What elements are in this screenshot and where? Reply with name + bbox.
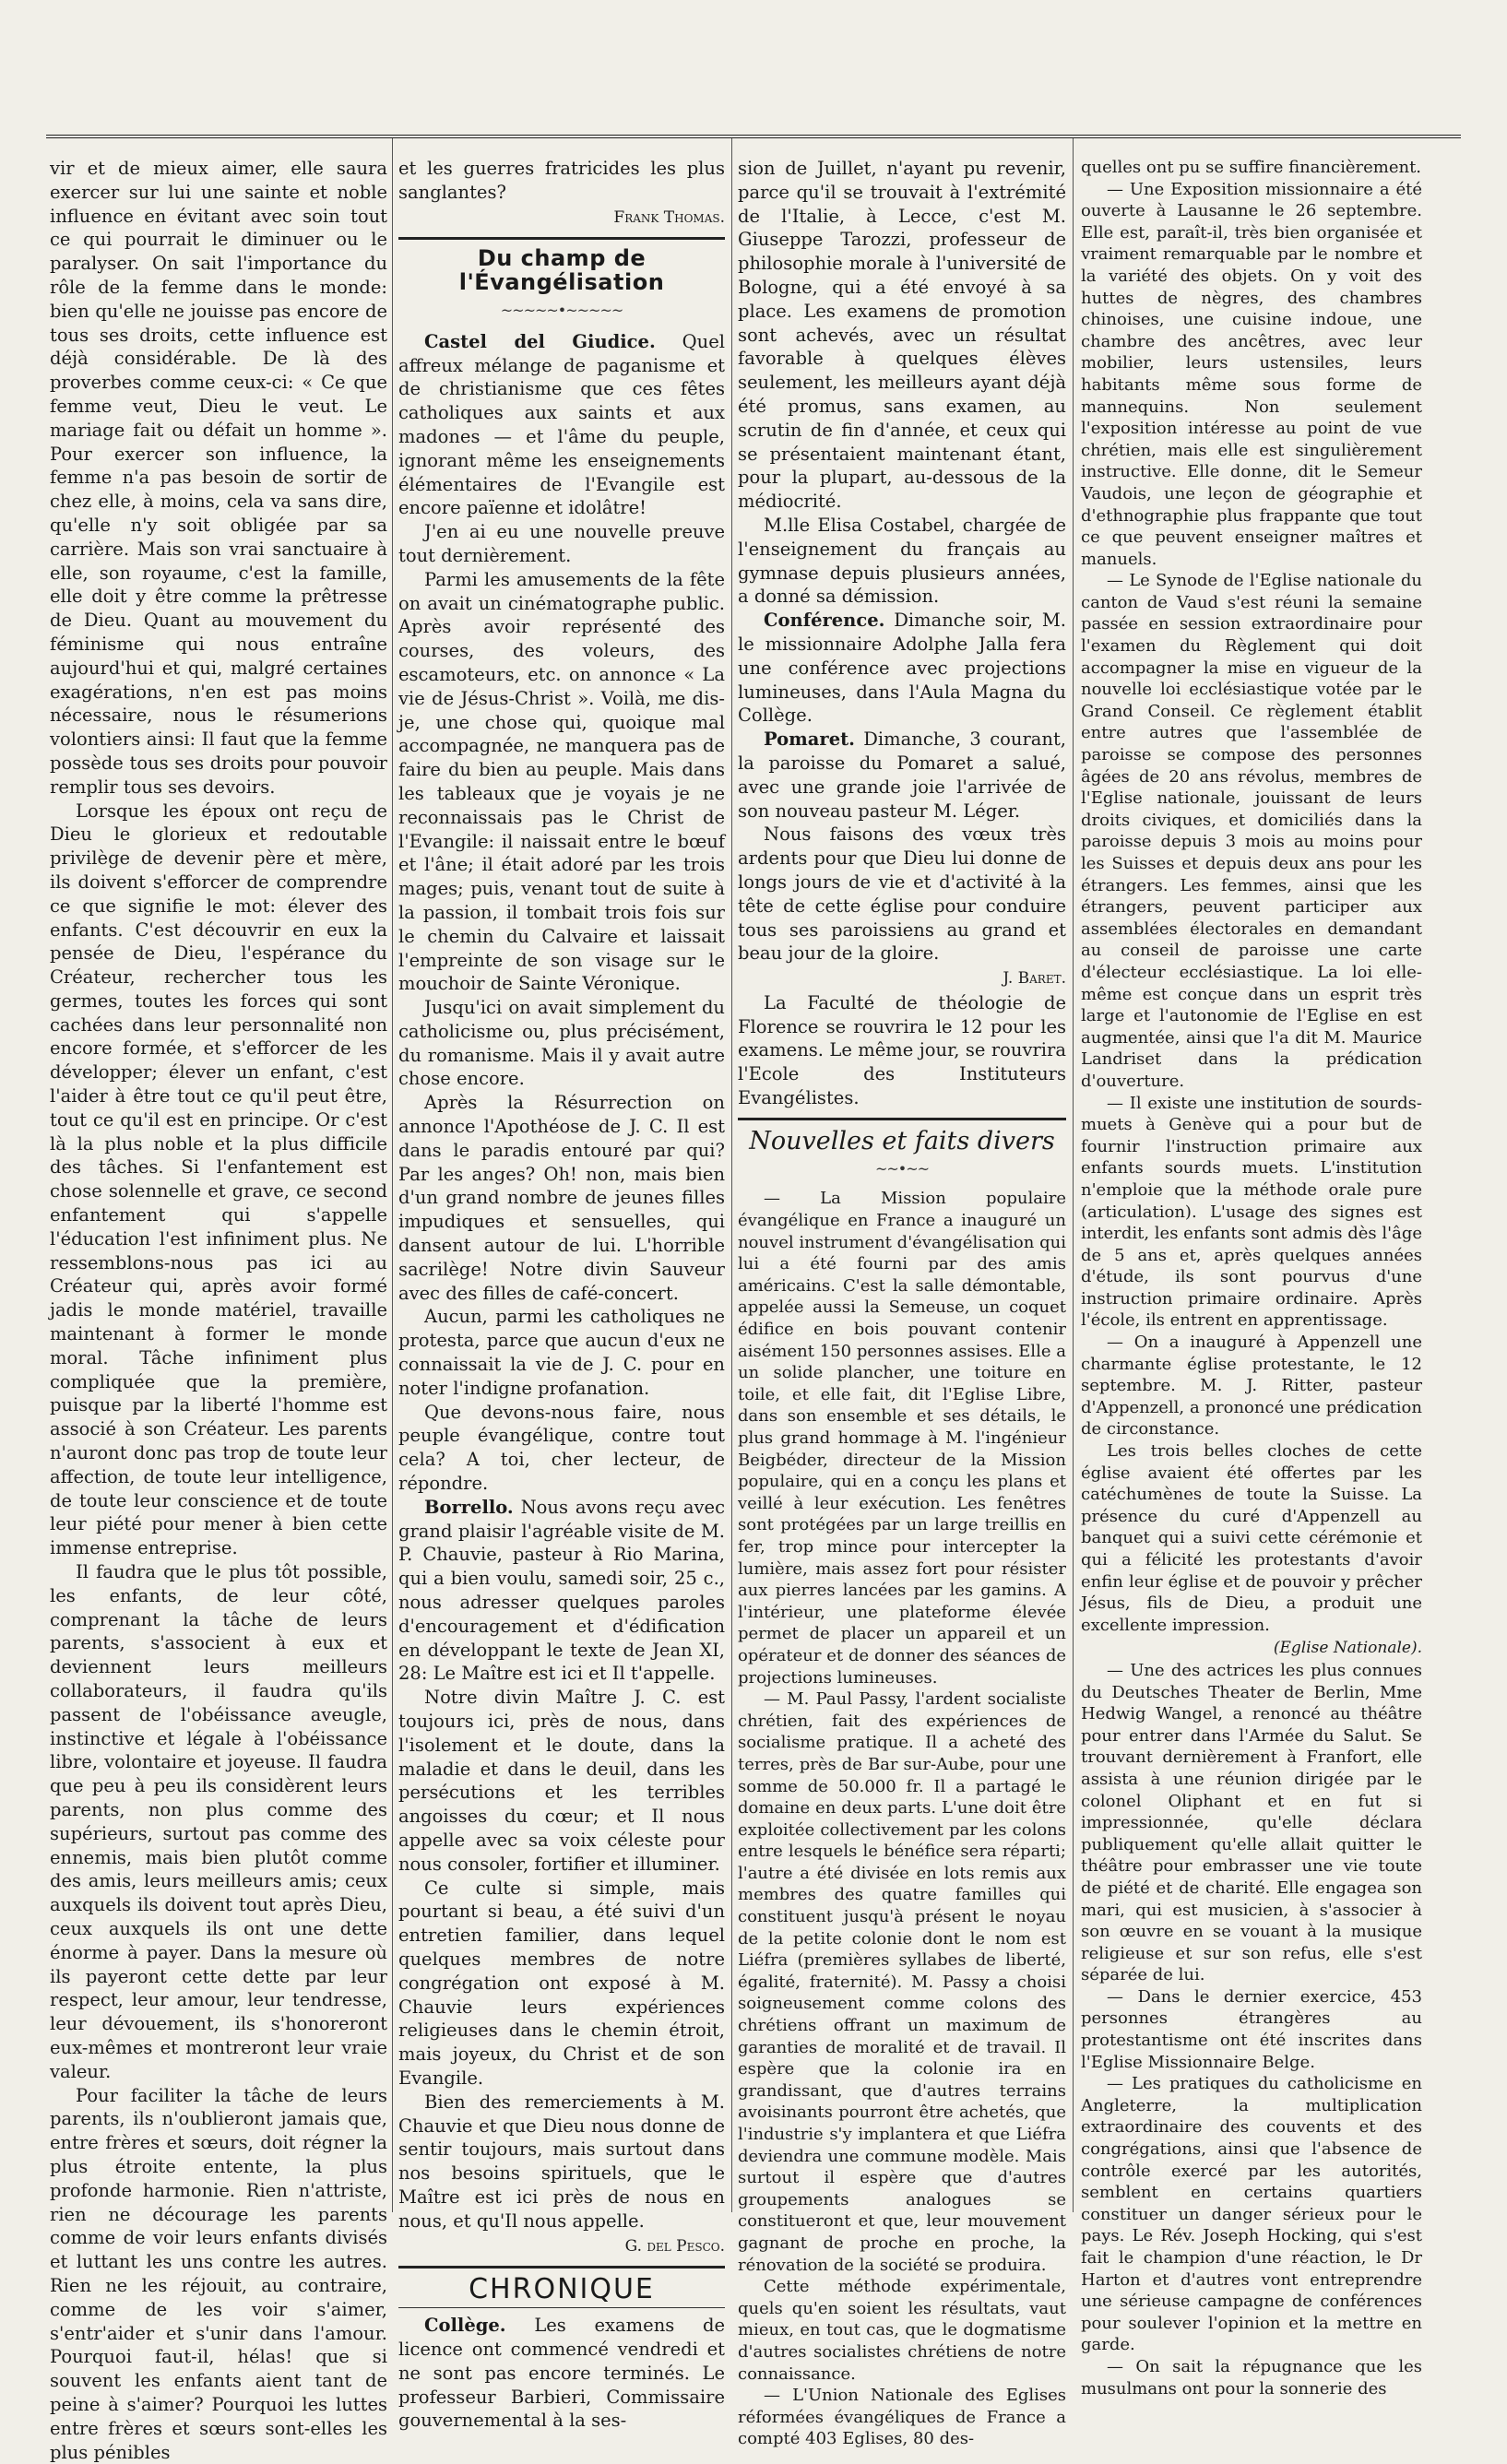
item-text: Quel affreux mélange de paganisme et de christianisme que ces fêtes catholiques aux saints et aux madones — et l'âme du peuple, ignorant même les enseignements élémentaires de l'Evangile est encore païenne et idolâtre! (398, 330, 725, 519)
section-divider (738, 1118, 1066, 1120)
paragraph: — La Mission populaire évangélique en France a inauguré un nouvel instrument d'évangélisation qui lui a été fourni par des amis américains. C'est la salle démontable, appelée aussi la Semeuse, un coquet édifice en bois pouvant contenir aisément 150 personnes assises. Elle a un solide plancher, une toiture en toile, et elle fait, dit l'Eglise Libre, dans son ensemble et ses détails, le plus grand hommage à M. l'ingénieur Beigbéder, directeur de la Mission populaire, qui en a conçu les plans et veillé à leur exécution. Les fenêtres sont protégées par un large treillis en fer, trop mince pour intercepter la lumière, mais assez fort pour résister aux pierres lancées par les gamins. A l'intérieur, une plateforme élevée permet de placer un appareil et un opérateur et de donner des séances de projections lumineuses. (738, 1189, 1066, 1688)
paragraph: — On sait la répugnance que les musulmans ont pour la sonnerie des (1081, 2356, 1422, 2399)
paragraph: — Une Exposition missionnaire a été ouverte à Lausanne le 26 septembre. Elle est, paraît-il, très bien organisée et vraiment remarquable par le nombre et la variété des objets. On y voit des huttes de nègres, des chambres chinoises, une cuisine indoue, une chambre des ancêtres, avec leur mobilier, leurs ustensiles, leurs habitants même sous forme de mannequins. Non seulement l'exposition intéresse au point de vue chrétien, mais elle est singulièrement instructive. Elle donne, dit le Semeur Vaudois, une leçon de géographie et d'ethnographie plus frappante que tout ce que peuvent enseigner maîtres et manuels. (1081, 179, 1422, 569)
source-citation: (Eglise Nationale). (1273, 1639, 1422, 1658)
item-lead: Borrello. (424, 1496, 514, 1518)
paragraph: vir et de mieux aimer, elle saura exercer sur lui une sainte et noble influence en évitant avec soin tout ce qui pourrait le diminuer ou le paralyser. On sait l'importance du rôle de la femme dans le monde: bien qu'elle ne jouisse pas encore de tous ses droits, cette influence est déjà considérable. De là des proverbes comme ceux-ci: « Ce que femme veut, Dieu le veut. Le mariage fait ou défait un homme ». Pour exercer son influence, la femme n'a pas besoin de sortir de chez elle, à moins, cela va sans dire, qu'elle n'y soit obligée par sa carrière. Mais son vrai sanctuaire à elle, son royaume, c'est la famille, elle doit y être comme la prêtresse de Dieu. Quant au mouvement du féminisme qui nous entraîne aujourd'hui et qui, malgré certaines exagérations, n'en est pas moins nécessaire, nous le résumerions volontiers ainsi: Il faut que la femme possède tous ses droits pour pouvoir remplir tous ses devoirs. (50, 158, 387, 798)
item-text: Nous avons reçu avec grand plaisir l'agréable visite de M. P. Chauvie, pasteur à Rio Marina, qui a bien voulu, samedi soir, 25 c., nous adresser quelques paroles d'encouragement et d'édification en développant le texte de Jean XI, 28: Le Maître est ici et Il t'appelle. (398, 1496, 726, 1685)
signature: Frank Thomas. (613, 207, 725, 227)
item-text: Dimanche, 3 courant, la paroisse du Pomaret a salué, avec une grande joie l'arrivée de son nouveau pasteur M. Léger. (738, 729, 1066, 822)
ornament-divider: ~~~~~•~~~~~ (500, 301, 623, 319)
paragraph: et les guerres fratricides les plus sanglantes? (398, 158, 725, 203)
column-1 (50, 157, 387, 2463)
column-rule-1 (392, 138, 393, 2212)
paragraph: — Les pratiques du catholicisme en Angleterre, la multiplication extraordinaire des couvents et des congrégations, ainsi que l'absence de contrôle exercé par les autorités, semblent en certains quartiers constituer un danger sérieux pour le pays. Le Rév. Joseph Hocking, qui s'est fait le champion d'une réaction, le Dr Harton et d'autres vont entreprendre une sérieuse campagne de conférences pour soulever l'opinion et la mettre en garde. (1081, 2074, 1422, 2355)
paragraph: — L'Union Nationale des Eglises réformées évangéliques de France a compté 403 Eglises, 80 des- (738, 2386, 1066, 2449)
item-lead: Conférence. (764, 610, 885, 632)
column-3 (738, 157, 1066, 2449)
column-rule-3 (1073, 138, 1074, 2212)
paragraph: Après la Résurrection on annonce l'Apothéose de J. C. Il est dans le paradis entouré par qui? Par les anges? Oh! non, mais bien d'un grand nombre de jeunes filles impudiques et sensuelles, qui dansent autour de lui. L'horrible sacrilège! Notre divin Sauveur avec des filles de café-concert. (398, 1092, 725, 1304)
paragraph: Il faudra que le plus tôt possible, les enfants, de leur côté, comprenant la tâche de leurs parents, s'associent à eux et deviennent leurs meilleurs collaborateurs, il faudra qu'ils passent de l'obéissance aveugle, instinctive et légale à l'obéissance libre, volontaire et joyeuse. Il faudra que peu à peu ils considèrent leurs parents, non plus comme des supérieurs, surtout pas comme des ennemis, mais bien plutôt comme des amis, leurs meilleurs amis; ceux auxquels ils doivent tout après Dieu, ceux auxquels ils ont une dette énorme à payer. Dans la mesure où ils payeront cette dette par leur respect, leur amour, leur tendresse, leur dévouement, ils s'honoreront eux-mêmes et montreront leur vraie valeur. (50, 1561, 387, 2082)
paragraph: M.lle Elisa Costabel, chargée de l'enseignement du français au gymnase depuis plusieurs années, a donné sa démission. (738, 514, 1066, 608)
paragraph: — M. Paul Passy, l'ardent socialiste chrétien, fait des expériences de socialisme pratique. Il a acheté des terres, près de Bar sur-Aube, pour une somme de 50.000 fr. Il a partagé le domaine en deux parts. L'une doit être exploitée collectivement par les colons entre lesquels le bénéfice sera réparti; l'autre a été divisée en lots remis aux membres des quatre familles qui constituent jusqu'à présent le noyau de la petite colonie dont le nom est Liéfra (premières syllabes de liberté, égalité, fraternité). M. Passy a choisi soigneusement comme colons des chrétiens offrant un maximum de garanties de moralité et de travail. Il espère que la colonie ira en grandissant, que d'autres terrains avoisinants pourront être achetés, que l'industrie s'y implantera et que Liéfra deviendra une commune modèle. Mais surtout il espère que d'autres groupements analogues se constitueront et que, leur mouvement gagnant de proche en proche, la rénovation de la société se produira. (738, 1689, 1066, 2275)
paragraph: Bien des remerciements à M. Chauvie et que Dieu nous donne de sentir toujours, mais surtout dans nos besoins spirituels, que le Maître est ici près de nous en nous, et qu'Il nous appelle. (398, 2091, 725, 2232)
paragraph: Aucun, parmi les catholiques ne protesta, parce que aucun d'eux ne connaissait la vie de J. C. pour en noter l'indigne profanation. (398, 1306, 725, 1399)
item-lead: Collège. (424, 2315, 506, 2337)
paragraph: — Dans le dernier exercice, 453 personnes étrangères au protestantisme ont été inscrites dans l'Eglise Missionnaire Belge. (1081, 1986, 1422, 2072)
paragraph: sion de Juillet, n'ayant pu revenir, parce qu'il se trouvait à l'extrémité de l'Italie, à Lecce, c'est M. Giuseppe Tarozzi, professeur de philosophie morale à l'université de Bologne, qui a été envoyé à sa place. Les examens de promotion sont achevés, avec un résultat favorable à quelques élèves seulement, les meilleurs ayant déjà été promus, sans examen, au scrutin de fin d'année, et ceux qui se présentaient maintenant étant, pour la plupart, au-dessous de la médiocrité. (738, 158, 1066, 513)
paragraph: — Une des actrices les plus connues du Deutsches Theater de Berlin, Mme Hedwig Wangel, a renoncé au théâtre pour entrer dans l'Armée du Salut. Se trouvant dernièrement à Franfort, elle assista à une réunion dirigée par le colonel Oliphant et en fut si impressionnée, qu'elle déclara publiquement qu'elle allait quitter le théâtre pour embrasser une vie toute de piété et de charité. Elle engagea son mari, qui est musicien, à s'associer à son œuvre en se vouant à la musique religieuse et sur son refus, elle s'est séparée de lui. (1081, 1660, 1422, 1985)
paragraph: Les trois belles cloches de cette église avaient été offertes par les catéchumènes de toute la Suisse. La présence du curé d'Appenzell au banquet qui a suivi cette cérémonie et qui a félicité les protestants d'avoir enfin leur église et de pouvoir y prêcher Jésus, fils de Dieu, a produit une excellente impression. (1081, 1441, 1422, 1635)
paragraph: Parmi les amusements de la fête on avait un cinématographe public. Après avoir représenté des courses, des voleurs, des escamoteurs, etc. on annonce « La vie de Jésus-Christ ». Voilà, me dis-je, une chose qui, quoique mal accompagnée, ne manquera pas de faire du bien au peuple. Mais dans les tableaux que je voyais je ne reconnaissais pas le Christ de l'Evangile: il naissait entre le bœuf et l'âne; il était adoré par les trois mages; puis, venant tout de suite à la passion, il tombait trois fois sur le chemin du Calvaire et laissait l'empreinte de son visage sur le mouchoir de Sainte Véronique. (398, 568, 725, 995)
column-rule-2 (731, 138, 732, 2212)
paragraph: Nous faisons des vœux très ardents pour que Dieu lui donne de longs jours de vie et d'activité à la tête de cette église pour conduire tous ses paroissiens au grand et beau jour de la gloire. (738, 823, 1066, 965)
paragraph: — Il existe une institution de sourds-muets à Genève qui a pour but de fournir l'instruction primaire aux enfants sourds muets. L'institution n'emploie que la méthode orale pure (articulation). L'usage des signes est interdit, les enfants sont admis dès l'âge de 5 ans et, après quelques années d'étude, ils sont pourvus d'une instruction primaire ordinaire. Après l'école, ils entrent en apprentissage. (1081, 1093, 1422, 1331)
paragraph: Jusqu'ici on avait simplement du catholicisme ou, plus précisément, du romanisme. Mais il y avait autre chose encore. (398, 997, 725, 1090)
item-lead: Castel del Giudice. (424, 330, 656, 352)
paragraph: Que devons-nous faire, nous peuple évangélique, contre tout cela? A toi, cher lecteur, de répondre. (398, 1401, 725, 1495)
item-text: Les examens de licence ont commencé vendredi et ne sont pas encore terminés. Le professeur Barbieri, Commissaire gouvernemental à la ses- (398, 2315, 725, 2432)
paragraph: Ce culte si simple, mais pourtant si beau, a été suivi d'un entretien familier, dans lequel quelques membres de notre congrégation ont exposé à M. Chauvie leurs expériences religieuses dans le chemin étroit, mais joyeux, du Christ et de son Evangile. (398, 1877, 725, 2089)
item-text: Dimanche soir, M. le missionnaire Adolphe Jalla fera une conférence avec projections lumineuses, dans l'Aula Magna du Collège. (738, 610, 1066, 727)
top-double-rule (46, 135, 1461, 138)
signature: J. Baret. (1003, 969, 1066, 989)
signature: G. del Pesco. (624, 2236, 725, 2256)
section-divider (398, 2266, 725, 2269)
section-title-evangelisation: Du champ de l'Évangélisation (458, 245, 665, 296)
column-4 (1081, 157, 1422, 2399)
paragraph: quelles ont pu se suffire financièrement. (1081, 158, 1422, 177)
paragraph: Lorsque les époux ont reçu de Dieu le glorieux et redoutable privilège de devenir père et mère, ils doivent s'efforcer de comprendre ce que signifie le mot: élever des enfants. C'est découvrir en eux la pensée de Dieu, l'espérance du Créateur, rechercher tous les germes, toutes les forces qui sont cachées dans leur personnalité non encore formée, et s'efforcer de les développer; élever un enfant, c'est l'aider à être tout ce qu'il peut être, tout ce qu'il est en principe. Or c'est là la plus noble et la plus difficile des tâches. Si l'enfantement est chose solennelle et grave, ce second enfantement qui s'appelle l'éducation l'est infiniment plus. Ne ressemblons-nous pas ici au Créateur qui, après avoir formé jadis le monde matériel, travaille maintenant à former le monde moral. Tâche infiniment plus compliquée que la première, puisque par la liberté l'homme est associé à son Créateur. Les parents n'auront donc pas trop de toute leur affection, de toute leur intelligence, de toute leur conscience et de toute leur piété pour mener à bien cette immense entreprise. (50, 800, 387, 1559)
item-lead: Pomaret. (764, 729, 855, 751)
section-divider (398, 2307, 725, 2308)
paragraph: La Faculté de théologie de Florence se rouvrira le 12 pour les examens. Le même jour, se rouvrira l'Ecole des Instituteurs Evangélistes. (738, 991, 1066, 1109)
column-2 (398, 157, 726, 2432)
paragraph: — On a inauguré à Appenzell une charmante église protestante, le 12 septembre. M. J. Ritter, pasteur d'Appenzell, a prononcé une prédication de circonstance. (1081, 1333, 1422, 1439)
ornament-divider: ~~•~~ (874, 1159, 930, 1178)
section-title-nouvelles: Nouvelles et faits divers (749, 1126, 1055, 1155)
paragraph: Cette méthode expérimentale, quels qu'en soient les résultats, vaut mieux, en tout cas, que le dogmatisme d'autres socialistes chrétiens de notre connaissance. (738, 2277, 1066, 2384)
paragraph: Notre divin Maître J. C. est toujours ici, près de nous, dans l'isolement et le doute, dans la maladie et dans le deuil, dans les persécutions et les terribles angoisses du cœur; et Il nous appelle avec sa voix céleste pour nous consoler, fortifier et illuminer. (398, 1687, 725, 1875)
paragraph: J'en ai eu une nouvelle preuve tout dernièrement. (398, 521, 725, 566)
section-title-chronique: CHRONIQUE (469, 2273, 655, 2306)
paragraph: Pour faciliter la tâche de leurs parents, ils n'oublieront jamais que, entre frères et sœurs, doit régner la plus étroite entente, la plus profonde harmonie. Rien n'attriste, rien ne décourage les parents comme de voir leurs enfants divisés et luttant les uns contre les autres. Rien ne les réjouit, au contraire, comme de les voir s'aimer, s'entr'aider et s'unir dans l'amour. Pourquoi faut-il, hélas! que si souvent les enfants aient tant de peine à s'aimer? Pourquoi les luttes entre frères et sœurs sont-elles les plus pénibles (50, 2084, 387, 2463)
section-divider (398, 237, 725, 240)
paragraph: — Le Synode de l'Eglise nationale du canton de Vaud s'est réuni la semaine passée en session extraordinaire pour l'examen du Règlement qui doit accompagner la mise en vigueur de la nouvelle loi ecclésiastique votée par le Grand Conseil. Ce règlement établit entre autres que l'assemblée de paroisse se compose des personnes âgées de 20 ans révolus, membres de l'Eglise nationale, jouissant de leurs droits civiques, et domiciliés dans la paroisse depuis 3 mois au moins pour les Suisses et depuis deux ans pour les étrangers. Les femmes, ainsi que les étrangers, peuvent participer aux assemblées électorales en demandant au conseil de paroisse une carte d'électeur ecclésiastique. La loi elle-même est conçue dans un esprit très large et l'autonomie de l'Eglise en est augmentée, ainsi que l'a dit M. Maurice Landriset dans la prédication d'ouverture. (1081, 571, 1422, 1091)
